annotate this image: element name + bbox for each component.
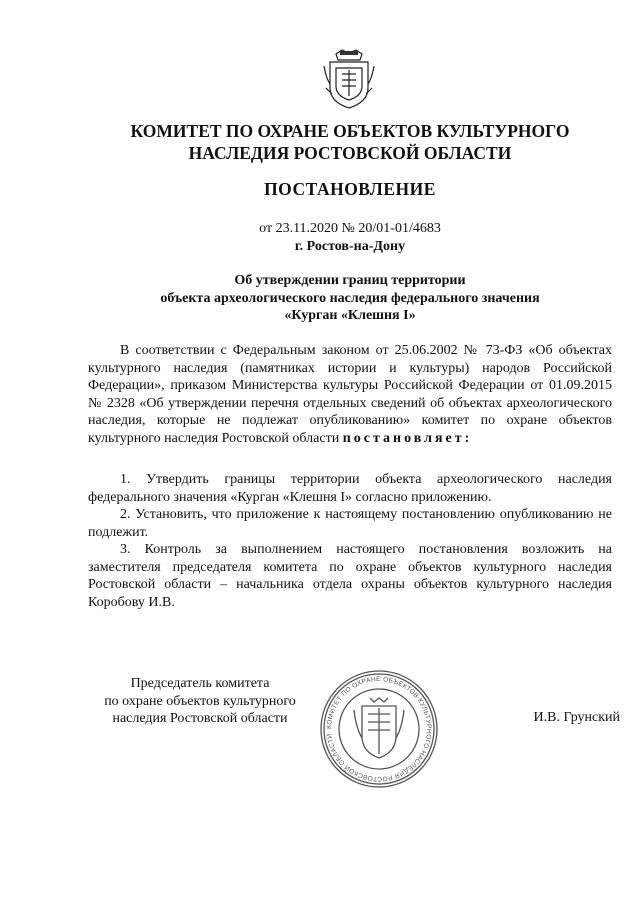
- date-number: от 23.11.2020 № 20/01-01/4683: [259, 221, 441, 236]
- official-seal-icon: [318, 668, 440, 790]
- coat-of-arms-icon: [322, 48, 376, 112]
- signer-title-line-3: наследия Ростовской области: [112, 711, 288, 726]
- org-line-1: КОМИТЕТ ПО ОХРАНЕ ОБЪЕКТОВ КУЛЬТУРНОГО: [130, 121, 570, 141]
- document-subject: [80, 272, 620, 325]
- preamble-paragraph: [88, 342, 612, 447]
- subject-line-1: Об утверждении границ территории: [234, 273, 466, 288]
- resolution-items: [88, 471, 612, 611]
- signer-title-line-1: Председатель комитета: [130, 676, 270, 691]
- seal-text: КОМИТЕТ ПО ОХРАНЕ ОБЪЕКТОВ КУЛЬТУРНОГО НАСЛЕДИЯ РОСТОВСКОЙ ОБЛАСТИ: [325, 675, 433, 783]
- signer-name: И.В. Грунский: [533, 710, 620, 725]
- subject-line-2: объекта археологического наследия федерального значения: [160, 290, 540, 306]
- subject-line-3: «Курган «Клешня I»: [284, 308, 416, 323]
- signer-title-line-2: по охране объектов культурного: [104, 693, 296, 709]
- organization-name: [80, 120, 620, 164]
- date-and-number: [80, 220, 620, 256]
- signer-title: [80, 675, 320, 728]
- document-type: ПОСТАНОВЛЕНИЕ: [264, 179, 436, 199]
- org-line-2: НАСЛЕДИЯ РОСТОВСКОЙ ОБЛАСТИ: [188, 143, 512, 163]
- resolve-word: постановляет:: [342, 430, 473, 446]
- city: г. Ростов-на-Дону: [294, 239, 406, 254]
- resolution-item-3: 3. Контроль за выполнением настоящего постановления возложить на заместителя председателя комитета по охране объектов культурного наследия Ростовской области – начальника отдела охраны объектов культурного наследия Коробову И.В.: [88, 542, 612, 610]
- resolution-item-2: 2. Установить, что приложение к настоящему постановлению опубликованию не подлежит.: [88, 507, 612, 540]
- document-body: [88, 342, 612, 611]
- preamble-text: В соответствии с Федеральным законом от 25.06.2002 № 73-ФЗ «Об объектах культурного наследия (памятниках истории и культуры) народов Российской Федерации», приказом Министерства культуры Российской Федерации от 01.09.2015 № 2328 «Об утверждении перечня отдельных сведений об объектах археологического наследия, которые не подлежат опубликованию» комитет по охране объектов культурного наследия Ростовской области: [88, 343, 612, 446]
- resolution-item-1: 1. Утвердить границы территории объекта археологического наследия федерального значения «Курган «Клешня I» согласно приложению.: [88, 472, 612, 505]
